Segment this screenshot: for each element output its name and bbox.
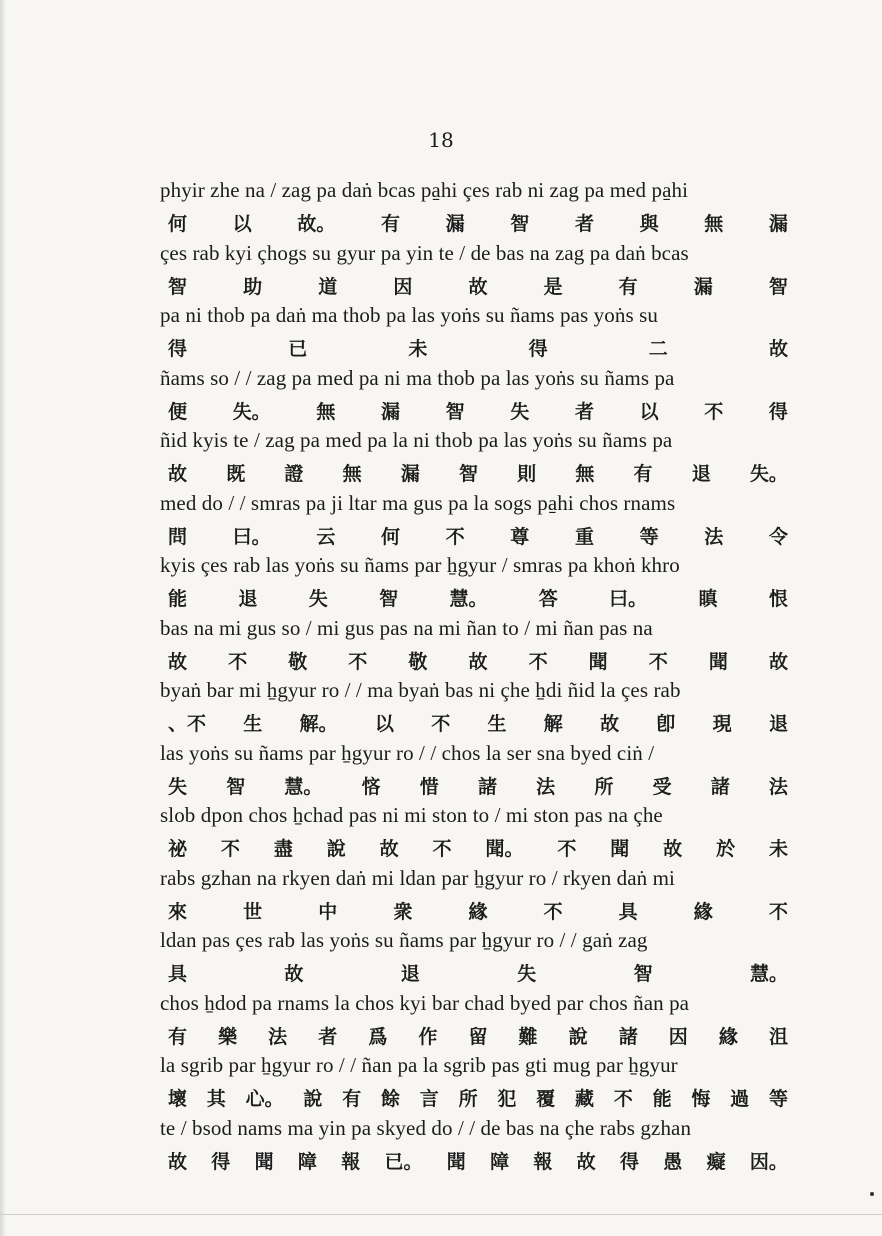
chinese-character: 聞 [254, 1150, 274, 1173]
chinese-character: 重 [574, 525, 594, 548]
chinese-character: 故。 [297, 213, 336, 235]
chinese-character: 失 [517, 963, 537, 985]
chinese-character: 樂 [218, 1025, 238, 1048]
chinese-character: 無 [704, 213, 724, 235]
chinese-character: 便 [168, 400, 188, 423]
chinese-character: 與 [639, 213, 659, 235]
chinese-character: 未 [408, 338, 428, 360]
chinese-line [168, 209, 788, 236]
chinese-character: 答 [538, 588, 558, 610]
chinese-character: 以 [374, 713, 394, 735]
chinese-character: 不 [445, 525, 465, 548]
chinese-character: 智 [168, 275, 188, 298]
chinese-character: 二 [648, 338, 668, 360]
tibetan-line: la sgrib par ẖgyur ro / / ñan pa la sgrib pas gti mug par ẖgyur [160, 1053, 678, 1077]
chinese-character: 能 [652, 1088, 672, 1110]
chinese-character: 諸 [710, 775, 730, 798]
chinese-character: 因。 [749, 1150, 788, 1173]
chinese-character: 障 [297, 1150, 317, 1173]
chinese-character: 何 [168, 213, 188, 235]
page-number: 18 [428, 128, 454, 152]
chinese-line [168, 459, 788, 486]
chinese-character: 漏 [693, 275, 713, 298]
chinese-character: 得 [768, 400, 788, 423]
chinese-character: 盡 [273, 838, 293, 860]
chinese-character: 智 [633, 963, 653, 985]
chinese-character: 所 [594, 775, 614, 798]
chinese-character: 法 [768, 775, 788, 798]
chinese-character: 恨 [768, 588, 788, 610]
chinese-character: 惜 [419, 775, 439, 798]
margin-dot [870, 1192, 874, 1196]
chinese-character: 故 [663, 838, 683, 860]
chinese-character: 因 [668, 1025, 688, 1048]
chinese-line [168, 647, 788, 674]
chinese-character: 證 [284, 463, 304, 485]
chinese-line [168, 897, 788, 924]
chinese-character: 緣 [468, 900, 488, 923]
chinese-line [168, 834, 788, 861]
chinese-character: 以 [232, 213, 252, 235]
chinese-character: 尊 [510, 525, 530, 548]
chinese-character: 失。 [749, 463, 788, 485]
chinese-character: 緣 [693, 900, 713, 923]
chinese-character: 報 [533, 1150, 553, 1173]
chinese-character: 藏 [574, 1088, 594, 1110]
chinese-character: 現 [712, 713, 732, 735]
chinese-character: 有 [618, 275, 638, 298]
tibetan-line: ñid kyis te / zag pa med pa la ni thob pa las yoṅs su ñams pa [160, 428, 673, 452]
chinese-character: 無 [342, 463, 362, 485]
chinese-character: 故 [576, 1150, 596, 1173]
chinese-character: 障 [490, 1150, 510, 1173]
chinese-character: 是 [543, 275, 563, 298]
chinese-character: 不 [557, 838, 577, 860]
chinese-line [168, 959, 788, 986]
chinese-character: 法 [704, 525, 724, 548]
page-left-edge [0, 0, 6, 1236]
tibetan-line: phyir zhe na / zag pa daṅ bcas pa̱hi çes rab ni zag pa med pa̱hi [160, 178, 689, 202]
tibetan-line: ñams so / / zag pa med pa ni ma thob pa las yoṅs su ñams pa [160, 365, 675, 390]
tibetan-line: kyis çes rab las yoṅs su ñams par ẖgyur / smras pa khoṅ khro [160, 553, 680, 577]
chinese-character: 祕 [168, 838, 188, 860]
chinese-character: 緣 [718, 1025, 738, 1048]
chinese-character: 世 [243, 900, 263, 923]
chinese-character: 故 [468, 650, 488, 673]
chinese-character: 無 [575, 463, 595, 485]
chinese-character: 有 [168, 1025, 188, 1048]
chinese-character: 退 [768, 713, 788, 735]
chinese-character: 具 [168, 963, 188, 985]
tibetan-line: bas na mi gus so / mi gus pas na mi ñan to / mi ñan pas na [160, 615, 653, 640]
chinese-character: 得 [211, 1150, 231, 1173]
chinese-character: 失 [308, 588, 328, 610]
chinese-character: 失 [510, 400, 530, 423]
chinese-character: 具 [618, 900, 638, 923]
chinese-character: 衆 [393, 900, 413, 923]
chinese-character: 不 [704, 400, 724, 423]
tibetan-line: çes rab kyi çhogs su gyur pa yin te / de bas na zag pa daṅ bcas [160, 240, 689, 265]
chinese-character: 敬 [288, 650, 308, 673]
chinese-character: 無 [316, 400, 336, 423]
tibetan-line: rabs gzhan na rkyen daṅ mi ldan par ẖgyur ro / rkyen daṅ mi [160, 865, 675, 890]
chinese-character: 失。 [232, 400, 271, 423]
chinese-character: 故 [284, 963, 304, 985]
chinese-character: 來 [168, 900, 188, 923]
chinese-character: 曰。 [609, 588, 648, 610]
chinese-character: 報 [341, 1150, 361, 1173]
chinese-character: 得 [619, 1150, 639, 1173]
chinese-character: 生 [243, 713, 263, 735]
chinese-character: 慧。 [284, 775, 323, 798]
chinese-character: 聞。 [485, 838, 524, 860]
chinese-character: 卽 [656, 713, 676, 735]
chinese-character: 既 [226, 463, 246, 485]
chinese-character: 漏 [445, 213, 465, 235]
tibetan-line: las yoṅs su ñams par ẖgyur ro / / chos la ser sna byed ciṅ / [160, 740, 655, 765]
chinese-character: 難 [518, 1025, 538, 1048]
chinese-character: 失 [168, 775, 188, 798]
chinese-character: 故 [468, 275, 488, 298]
chinese-character: 法 [268, 1025, 288, 1048]
chinese-character: 中 [318, 900, 338, 923]
chinese-character: 問 [168, 525, 188, 548]
chinese-character: 等 [639, 525, 659, 548]
chinese-character: 心。 [245, 1088, 284, 1110]
chinese-character: 故 [600, 713, 620, 735]
chinese-character: 聞 [588, 650, 608, 673]
chinese-character: 留 [468, 1025, 488, 1048]
chinese-character: 所 [458, 1088, 478, 1110]
tibetan-line: pa ni thob pa daṅ ma thob pa las yoṅs su ñams pas yoṅs su [160, 303, 658, 327]
chinese-character: 已 [288, 338, 308, 360]
chinese-character: 智 [379, 588, 399, 610]
chinese-character: 則 [517, 463, 537, 485]
chinese-character: 犯 [497, 1088, 517, 1110]
chinese-character: 聞 [446, 1150, 466, 1173]
chinese-character: 故 [379, 838, 399, 860]
chinese-line [168, 272, 788, 299]
chinese-character: 智 [458, 463, 478, 485]
tibetan-line: chos ẖdod pa rnams la chos kyi bar chad byed par chos ñan pa [160, 990, 690, 1015]
chinese-character: 故 [168, 1150, 188, 1173]
chinese-character: 解 [543, 713, 563, 735]
chinese-character: 因 [393, 275, 413, 298]
chinese-character: 智 [768, 275, 788, 298]
chinese-character: 瞋 [698, 588, 718, 610]
chinese-character: 者 [318, 1025, 338, 1048]
chinese-character: 已。 [384, 1150, 423, 1173]
chinese-character: 不 [528, 650, 548, 673]
chinese-character: 作 [418, 1025, 438, 1048]
chinese-character: 故 [768, 338, 788, 360]
chinese-character: 不 [432, 838, 452, 860]
chinese-character: 退 [238, 588, 258, 610]
chinese-character: 愚 [663, 1150, 683, 1173]
bottom-rule [0, 1214, 882, 1215]
chinese-character: 不 [348, 650, 368, 673]
chinese-character: 漏 [380, 400, 400, 423]
chinese-character: 者 [574, 213, 594, 235]
chinese-character: 漏 [768, 213, 788, 235]
chinese-line [168, 522, 788, 549]
chinese-line [168, 1147, 788, 1174]
chinese-character: 助 [243, 275, 263, 298]
chinese-character: 漏 [400, 463, 420, 485]
chinese-character: 智 [510, 213, 530, 235]
chinese-line [168, 334, 788, 361]
chinese-character: 慧。 [449, 588, 488, 610]
chinese-character: 得 [528, 338, 548, 360]
chinese-character: 故 [168, 650, 188, 673]
chinese-character: 有 [342, 1088, 362, 1110]
chinese-character: 於 [716, 838, 736, 860]
chinese-character: 不 [228, 650, 248, 673]
chinese-character: 餘 [380, 1088, 400, 1110]
chinese-character: 其 [206, 1088, 226, 1110]
chinese-character: 癡 [706, 1150, 726, 1173]
chinese-character: 敬 [408, 650, 428, 673]
chinese-character: 、不 [168, 713, 207, 735]
tibetan-line: slob dpon chos ẖchad pas ni mi ston to / mi ston pas na çhe [160, 803, 663, 827]
chinese-character: 曰。 [232, 525, 271, 548]
chinese-character: 說 [568, 1025, 588, 1048]
chinese-character: 過 [730, 1088, 750, 1110]
chinese-character: 法 [536, 775, 556, 798]
chinese-character: 言 [419, 1088, 439, 1110]
chinese-character: 悋 [361, 775, 381, 798]
chinese-character: 智 [445, 400, 465, 423]
chinese-character: 有 [380, 213, 400, 235]
chinese-character: 不 [220, 838, 240, 860]
chinese-character: 不 [431, 713, 451, 735]
chinese-character: 覆 [536, 1088, 556, 1110]
chinese-character: 說 [326, 838, 346, 860]
chinese-character: 智 [226, 775, 246, 798]
chinese-character: 何 [380, 525, 400, 548]
chinese-character: 解。 [299, 713, 338, 735]
chinese-character: 令 [768, 525, 788, 548]
chinese-character: 故 [168, 463, 188, 485]
chinese-character: 聞 [708, 650, 728, 673]
chinese-character: 者 [574, 400, 594, 423]
chinese-character: 說 [303, 1088, 323, 1110]
chinese-character: 沮 [768, 1025, 788, 1048]
chinese-line [168, 397, 788, 424]
chinese-line [168, 772, 788, 799]
tibetan-line: byaṅ bar mi ẖgyur ro / / ma byaṅ bas ni çhe ẖdi ñid la çes rab [160, 678, 681, 702]
chinese-character: 聞 [610, 838, 630, 860]
chinese-character: 諸 [618, 1025, 638, 1048]
tibetan-line: te / bsod nams ma yin pa skyed do / / de bas na çhe rabs gzhan [160, 1115, 692, 1140]
chinese-character: 慧。 [749, 963, 788, 985]
chinese-character: 云 [316, 525, 336, 548]
chinese-line [168, 1022, 788, 1049]
chinese-character: 以 [639, 400, 659, 423]
chinese-character: 受 [652, 775, 672, 798]
chinese-character: 故 [768, 650, 788, 673]
chinese-line [168, 709, 788, 736]
chinese-character: 退 [400, 963, 420, 985]
chinese-character: 道 [318, 275, 338, 298]
tibetan-line: ldan pas çes rab las yoṅs su ñams par ẖgyur ro / / gaṅ zag [160, 928, 648, 952]
chinese-character: 得 [168, 338, 188, 360]
chinese-character: 有 [633, 463, 653, 485]
chinese-character: 爲 [368, 1025, 388, 1048]
chinese-character: 諸 [477, 775, 497, 798]
chinese-character: 不 [613, 1088, 633, 1110]
chinese-character: 能 [168, 588, 188, 610]
chinese-character: 等 [768, 1088, 788, 1110]
chinese-character: 悔 [691, 1088, 711, 1110]
chinese-character: 不 [543, 900, 563, 923]
chinese-character: 不 [648, 650, 668, 673]
chinese-character: 生 [487, 713, 507, 735]
chinese-character: 不 [768, 900, 788, 923]
chinese-character: 未 [768, 838, 788, 860]
tibetan-line: med do / / smras pa ji ltar ma gus pa la sogs pa̱hi chos rnams [160, 490, 676, 515]
chinese-line [168, 1084, 788, 1111]
chinese-line [168, 584, 788, 611]
chinese-character: 壞 [168, 1088, 188, 1110]
chinese-character: 退 [691, 463, 711, 485]
